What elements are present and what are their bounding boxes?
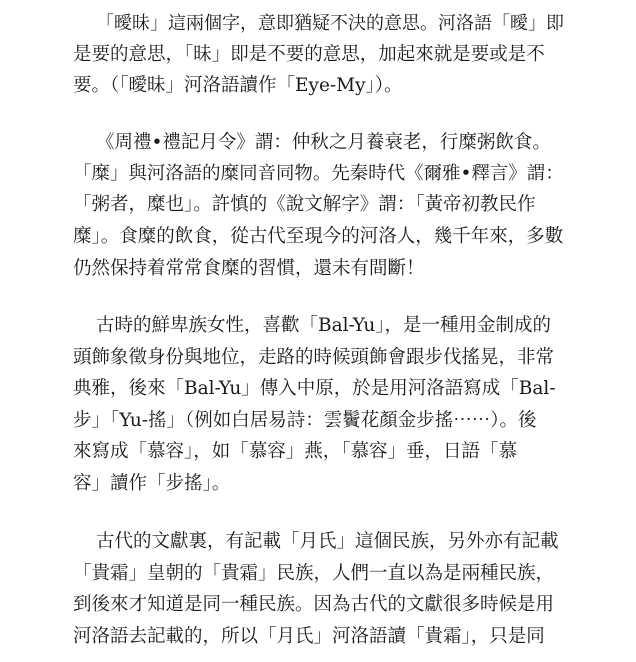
text-line: 是要的意思，「昧」即是不要的意思，加起來就是要或是不 bbox=[73, 44, 545, 65]
text-line: 河洛語去記載的，所以「月氏」河洛語讀「貴霜」，只是同 bbox=[73, 626, 545, 647]
text-line: 典雅，後來「Bal-Yu」傳入中原，於是用河洛語寫成「Bal- bbox=[73, 378, 556, 399]
text-line: 糜」。食糜的飲食，從古代至現今的河洛人，幾千年來，多數 bbox=[73, 226, 564, 247]
text-line: 要。（「曖昧」河洛語讀作「Eye-My」）。 bbox=[73, 75, 403, 96]
text-line: 仍然保持着常常食糜的習慣，還未有間斷！ bbox=[73, 258, 425, 279]
text-line: 來寫成「慕容」，如「慕容」燕，「慕容」垂，日語「慕 bbox=[73, 441, 518, 462]
text-line: 步」「Yu-搖」（例如白居易詩：雲鬢花顏金步搖⋯⋯）。後 bbox=[73, 410, 537, 431]
text-line: 《周禮•禮記月令》謂：仲秋之月養衰老，行糜粥飲食。 bbox=[96, 132, 551, 153]
text-line: 古代的文獻裏，有記載「月氏」這個民族，另外亦有記載 bbox=[96, 531, 559, 552]
text-line: 「粥者，糜也」。許慎的《說文解字》謂：「黃帝初教民作 bbox=[73, 194, 536, 215]
text-line: 容」讀作「步搖」。 bbox=[73, 473, 231, 494]
text-line: 到後來才知道是同一種民族。因為古代的文獻很多時候是用 bbox=[73, 594, 555, 615]
text-line: 「曖昧」這兩個字，意即猶疑不決的意思。河洛語「曖」即 bbox=[96, 13, 564, 34]
text-line: 古時的鮮卑族女性，喜歡「Bal-Yu」，是一種用金制成的 bbox=[96, 315, 552, 336]
text-line: 「糜」與河洛語的糜同音同物。先秦時代《爾雅•釋言》謂： bbox=[73, 163, 564, 184]
text-line: 「貴霜」皇朝的「貴霜」民族，人們一直以為是兩種民族， bbox=[73, 563, 555, 584]
text-line: 頭飾象徵身份與地位，走路的時候頭飾會跟步伐搖晃，非常 bbox=[73, 347, 555, 368]
